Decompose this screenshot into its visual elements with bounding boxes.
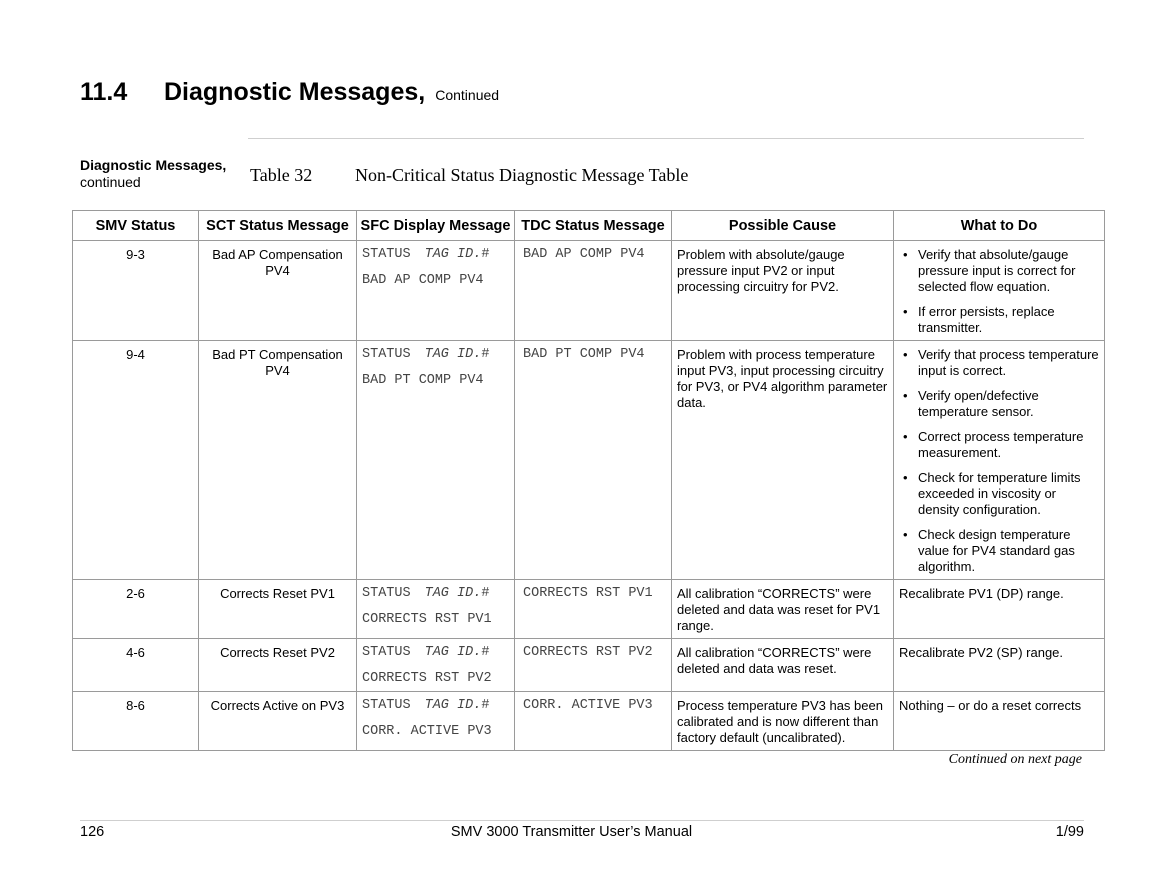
possible-cause-cell: All calibration “CORRECTS” were deleted and data was reset for PV1 range. — [672, 580, 894, 639]
possible-cause-cell: Problem with absolute/gauge pressure input PV2 or input processing circuitry for PV2. — [672, 241, 894, 341]
smv-status-cell: 2-6 — [73, 580, 199, 639]
table-row — [73, 241, 1105, 341]
header-tdc-status: TDC Status Message — [515, 211, 672, 241]
sct-status-cell: Corrects Active on PV3 — [199, 692, 357, 751]
top-rule — [248, 138, 1084, 139]
sct-status-cell: Corrects Reset PV1 — [199, 580, 357, 639]
header-what-to-do: What to Do — [894, 211, 1105, 241]
todo-item: • Correct process temperature measurement. — [899, 429, 1099, 461]
todo-item: • Check for temperature limits exceeded in viscosity or density configuration. — [899, 470, 1099, 518]
sfc-tag-id: TAG ID. — [424, 645, 482, 660]
sfc-tag-id: TAG ID. — [424, 347, 482, 362]
sct-status-cell: Corrects Reset PV2 — [199, 639, 357, 692]
possible-cause-cell: Problem with process temperature input PV3, input processing circuitry for PV3, or PV4 algorithm parameter data. — [672, 341, 894, 580]
possible-cause-cell: All calibration “CORRECTS” were deleted and data was reset. — [672, 639, 894, 692]
table-title: Non-Critical Status Diagnostic Message Table — [355, 165, 689, 185]
sfc-message: BAD PT COMP PV4 — [362, 373, 484, 388]
sfc-hash: # — [481, 586, 490, 601]
table-caption — [250, 165, 688, 186]
diagnostic-table — [72, 210, 1105, 751]
footer-date: 1/99 — [1055, 824, 1084, 840]
smv-status-cell: 9-3 — [73, 241, 199, 341]
sidebar-label — [80, 157, 226, 191]
sidebar-label-line1: Diagnostic Messages, — [80, 157, 227, 173]
smv-status-cell: 8-6 — [73, 692, 199, 751]
tdc-status-cell: CORRECTS RST PV1 — [515, 580, 672, 639]
sfc-display-cell — [357, 341, 515, 580]
sfc-hash: # — [481, 698, 490, 713]
header-smv-status: SMV Status — [73, 211, 199, 241]
section-title: Diagnostic Messages, — [164, 78, 426, 106]
sfc-status-word: STATUS — [362, 698, 411, 713]
footer-rule — [80, 820, 1084, 821]
sfc-status-word: STATUS — [362, 347, 411, 362]
table-row — [73, 341, 1105, 580]
sfc-tag-id: TAG ID. — [424, 586, 482, 601]
section-number: 11.4 — [80, 78, 128, 106]
header-sfc-display: SFC Display Message — [357, 211, 515, 241]
smv-status-cell: 9-4 — [73, 341, 199, 580]
sfc-message: CORR. ACTIVE PV3 — [362, 724, 492, 739]
table-row — [73, 692, 1105, 751]
sfc-hash: # — [481, 645, 490, 660]
footer-page-number: 126 — [80, 824, 105, 840]
what-to-do-cell — [894, 241, 1105, 341]
possible-cause-cell: Process temperature PV3 has been calibrated and is now different than factory default (uncalibrated). — [672, 692, 894, 751]
table-header-row — [73, 211, 1105, 241]
header-possible-cause: Possible Cause — [672, 211, 894, 241]
continued-on-next-page: Continued on next page — [948, 752, 1082, 767]
sfc-message: BAD AP COMP PV4 — [362, 273, 484, 288]
what-to-do-cell: Recalibrate PV1 (DP) range. — [894, 580, 1105, 639]
tdc-status-cell: BAD PT COMP PV4 — [515, 341, 672, 580]
tdc-status-cell: BAD AP COMP PV4 — [515, 241, 672, 341]
section-continued: Continued — [435, 87, 500, 103]
sfc-hash: # — [481, 347, 490, 362]
todo-item: • Check design temperature value for PV4 standard gas algorithm. — [899, 527, 1099, 575]
table-number: Table 32 — [250, 165, 313, 185]
sfc-display-cell — [357, 580, 515, 639]
sfc-status-word: STATUS — [362, 586, 411, 601]
sfc-display-cell — [357, 639, 515, 692]
todo-item: • Verify open/defective temperature sensor. — [899, 388, 1099, 420]
sfc-message: CORRECTS RST PV2 — [362, 671, 492, 686]
sct-status-cell: Bad AP Compensation PV4 — [199, 241, 357, 341]
section-heading — [80, 78, 499, 107]
sfc-hash: # — [481, 247, 490, 262]
sfc-message: CORRECTS RST PV1 — [362, 612, 492, 627]
sfc-display-cell — [357, 692, 515, 751]
sfc-tag-id: TAG ID. — [424, 698, 482, 713]
table-row — [73, 639, 1105, 692]
what-to-do-cell: Recalibrate PV2 (SP) range. — [894, 639, 1105, 692]
header-sct-status: SCT Status Message — [199, 211, 357, 241]
sfc-status-word: STATUS — [362, 645, 411, 660]
todo-item: • If error persists, replace transmitter. — [899, 304, 1099, 336]
tdc-status-cell: CORR. ACTIVE PV3 — [515, 692, 672, 751]
sfc-status-word: STATUS — [362, 247, 411, 262]
sfc-tag-id: TAG ID. — [424, 247, 482, 262]
todo-item: • Verify that absolute/gauge pressure input is correct for selected flow equation. — [899, 247, 1099, 295]
sct-status-cell: Bad PT Compensation PV4 — [199, 341, 357, 580]
sfc-display-cell — [357, 241, 515, 341]
sidebar-label-line2: continued — [80, 174, 141, 190]
table-row — [73, 580, 1105, 639]
todo-item: • Verify that process temperature input is correct. — [899, 347, 1099, 379]
smv-status-cell: 4-6 — [73, 639, 199, 692]
what-to-do-cell: Nothing – or do a reset corrects — [894, 692, 1105, 751]
tdc-status-cell: CORRECTS RST PV2 — [515, 639, 672, 692]
what-to-do-cell — [894, 341, 1105, 580]
footer-manual-title: SMV 3000 Transmitter User’s Manual — [450, 824, 693, 840]
